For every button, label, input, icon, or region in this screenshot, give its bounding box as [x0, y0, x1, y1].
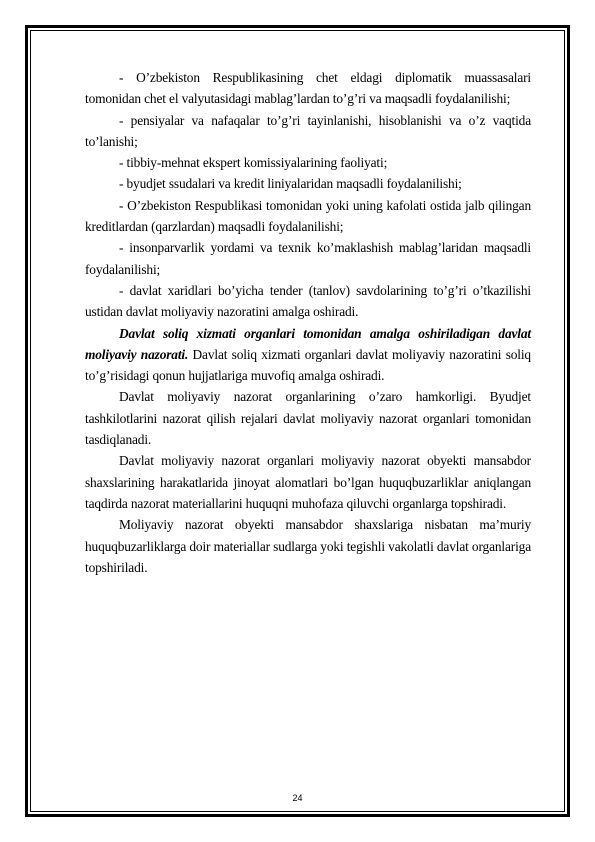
tax-service-heading: Davlat soliq xizmati organlari tomonidan amalga oshiriladigan davlat moliyaviy nazorati. — [85, 325, 531, 362]
paragraph-criminal-materials: Davlat moliyaviy nazorat organlari moliyaviy nazorat obyekti mansabdor shaxslarining harakatlarida jinoyat alomatlari bo’lgan huquqbuzarliklar aniqlangan taqdirda nazorat materiallarini huquqni muhofaza qiluvchi organlarga topshiradi. — [85, 453, 531, 511]
paragraph-diplomatic-missions: - O’zbekiston Respublikasining chet eldagi diplomatik muassasalari tomonidan chet el valyutasidagi mablag’lardan to’g’ri va maqsadli foydalanilishi; — [85, 70, 531, 107]
paragraph-credits: - O’zbekiston Respublikasi tomonidan yoki uning kafolati ostida jalb qilingan kreditlardan (qarzlardan) maqsadli foydalanilishi; — [85, 197, 531, 235]
paragraph-administrative-materials: Moliyaviy nazorat obyekti mansabdor shaxslariga nisbatan ma’muriy huquqbuzarliklarga doir materiallar sudlarga yoki tegishli vakolatli davlat organlariga topshiriladi. — [85, 517, 531, 575]
paragraph-tenders: - davlat xaridlari bo’yicha tender (tanlov) savdolarining to’g’ri o’tkazilishi ustidan davlat moliyaviy nazoratini amalga oshiradi. — [85, 282, 531, 320]
paragraph-medical-commissions: - tibbiy-mehnat ekspert komissiyalarining faoliyati; — [119, 155, 388, 171]
paragraph-tax-service — [85, 323, 531, 387]
tax-service-text: Davlat soliq xizmati organlari davlat moliyaviy nazoratini soliq to’g’risidagi qonun hujjatlariga muvofiq amalga oshiradi. — [85, 346, 531, 384]
paragraph-cooperation: Davlat moliyaviy nazorat organlarining o’zaro hamkorligi. Byudjet tashkilotlarini nazorat qilish rejalari davlat moliyaviy nazorat organlari tomonidan tasdiqlanadi. — [85, 389, 531, 448]
document-body — [85, 67, 531, 578]
paragraph-pensions: - pensiyalar va nafaqalar to’g’ri tayinlanishi, hisoblanishi va o’z vaqtida to’lanishi; — [85, 112, 531, 149]
paragraph-humanitarian-aid: - insonparvarlik yordami va texnik ko’maklashish mablag’laridan maqsadli foydalanilishi; — [85, 240, 531, 277]
paragraph-budget-loans: - byudjet ssudalari va kredit liniyalaridan maqsadli foydalanilishi; — [119, 176, 462, 192]
page-number: 24 — [292, 793, 303, 803]
